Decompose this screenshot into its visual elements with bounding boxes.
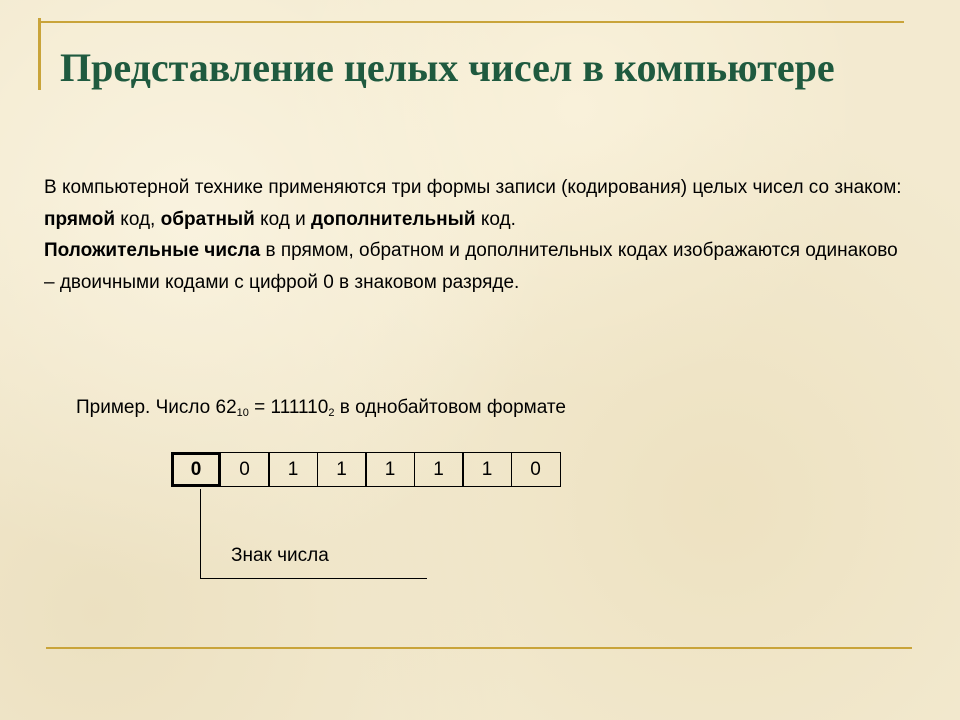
text-span: код. [475,208,516,230]
sign-pointer-vertical-line [200,489,201,579]
sign-bit-cell: 0 [171,452,221,487]
body-text [44,172,904,298]
paragraph-positive-numbers [44,235,904,298]
text-span: В компьютерной технике применяются три формы записи (кодирования) целых чисел со знаком: [44,177,902,198]
bold-term-complement: дополнительный [311,208,476,230]
title-accent-horizontal-line [38,21,904,23]
example-prefix: Пример. Число 62 [76,397,237,418]
example-line [76,397,566,419]
example-suffix: в однобайтовом формате [334,397,566,418]
bit-cell: 0 [220,452,270,487]
byte-cells [171,452,561,487]
bit-cell: 1 [462,452,512,487]
example-binary: = 111110 [248,397,329,418]
paragraph-code-forms [44,172,904,235]
bit-cell: 1 [365,452,415,487]
bold-term-inverse: обратный [160,208,255,230]
bit-cell: 0 [511,452,561,487]
bold-term-direct: прямой [44,208,116,230]
text-span: код и [254,208,312,230]
base-subscript-2: 2 [328,407,335,419]
sign-label: Знак числа [231,545,329,566]
bit-cell: 1 [414,452,464,487]
bit-cell: 1 [268,452,318,487]
sign-pointer-horizontal-line [200,578,427,579]
bit-cell: 1 [317,452,367,487]
title-accent-vertical-line [38,18,41,90]
slide-title: Представление целых чисел в компьютере [60,45,835,90]
text-span: код, [115,208,161,230]
footer-accent-line [46,647,912,649]
base-subscript-10: 10 [236,407,249,419]
text-span: в прямом, обратном и дополнительных кодах изображаются одинаково – двоичными кодами с цифрой 0 в знаковом разряде. [44,240,898,293]
bold-term-positive: Положительные числа [44,240,261,261]
